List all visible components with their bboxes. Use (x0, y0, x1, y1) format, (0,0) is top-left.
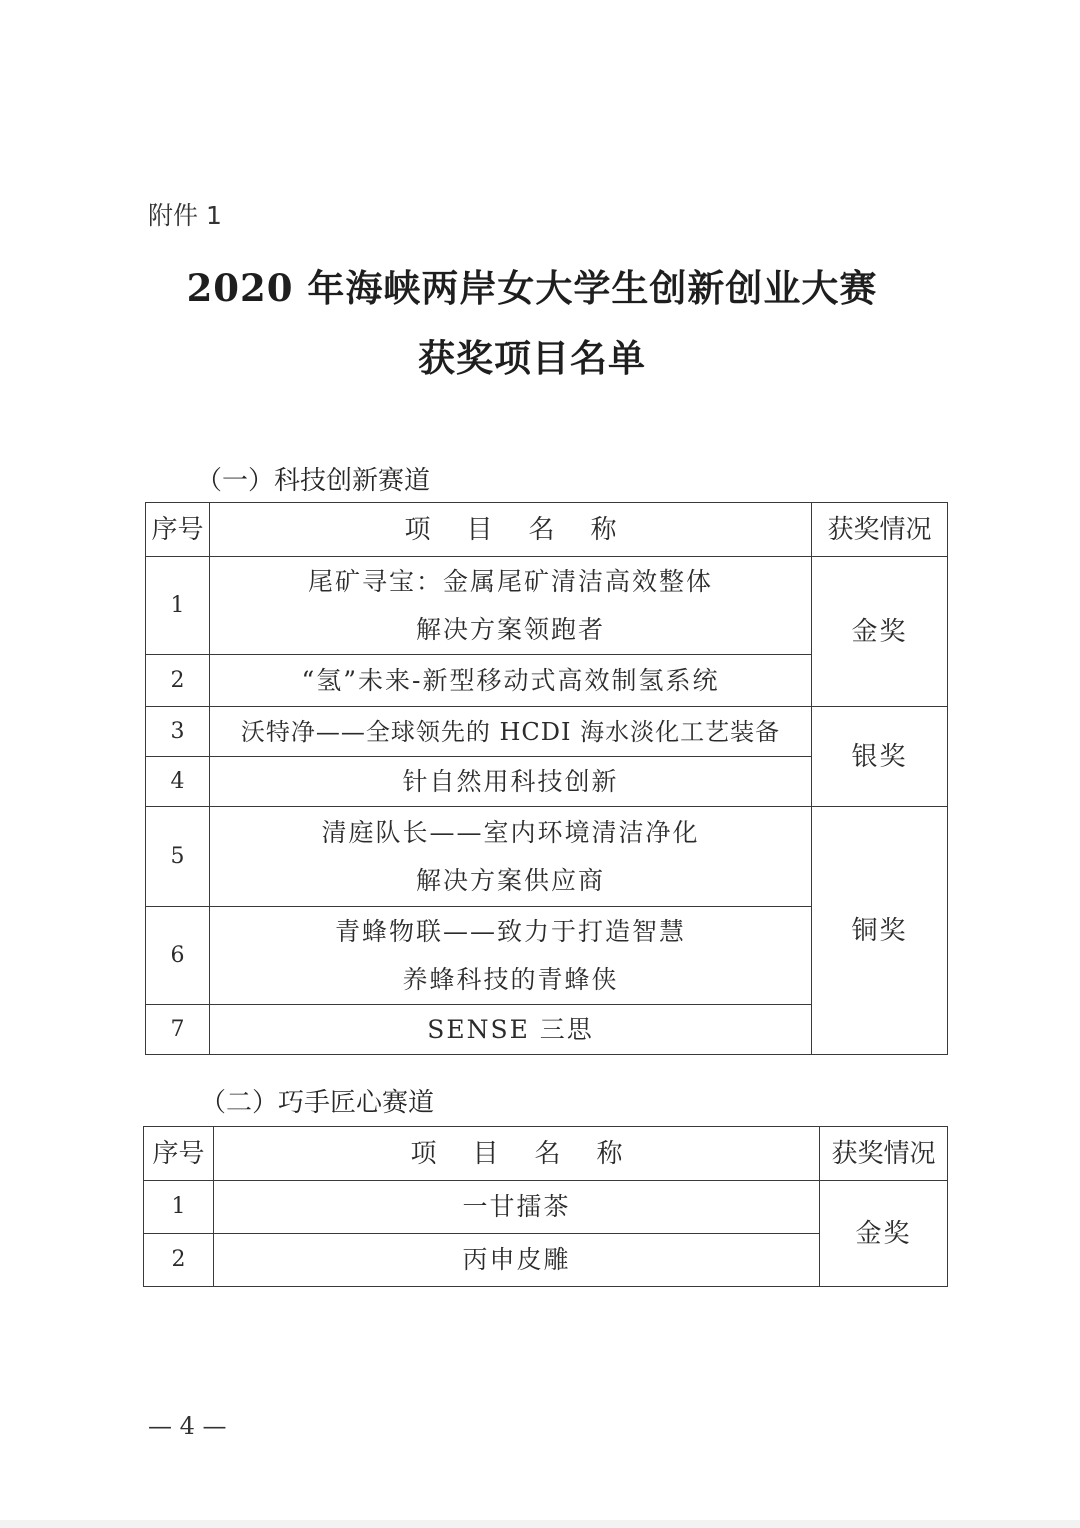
row-name (214, 1234, 820, 1287)
table-row (146, 807, 948, 907)
header-name: 项目名称 (214, 1127, 820, 1181)
table-header-row (146, 503, 948, 557)
row-name-line: 养蜂科技的青蜂侠 (402, 964, 619, 994)
document-title-line2: 获奖项目名单 (418, 336, 646, 380)
award-cell-bronze: 铜奖 (812, 807, 948, 1055)
row-name (210, 707, 812, 757)
header-name: 项目名称 (210, 503, 812, 557)
header-award: 获奖情况 (820, 1127, 948, 1181)
table-header-row (144, 1127, 948, 1181)
row-index: 2 (146, 655, 210, 707)
header-index: 序号 (144, 1127, 214, 1181)
row-name-line: SENSE 三思 (427, 1014, 594, 1044)
row-name-line: 一甘擂茶 (462, 1192, 571, 1221)
row-name-line: 尾矿寻宝：金属尾矿清洁高效整体 (307, 566, 713, 596)
attachment-label: 附件 1 (148, 201, 222, 230)
document-title-line1: 2020 年海峡两岸女大学生创新创业大赛 (186, 266, 878, 310)
row-name (210, 907, 812, 1005)
header-award: 获奖情况 (812, 503, 948, 557)
row-name (210, 1005, 812, 1055)
header-index: 序号 (146, 503, 210, 557)
row-index: 7 (146, 1005, 210, 1055)
row-index: 1 (146, 557, 210, 655)
award-table-tech (145, 502, 948, 1055)
table-row (144, 1181, 948, 1234)
row-name (210, 807, 812, 907)
row-index: 2 (144, 1234, 214, 1287)
row-name-line: 清庭队长——室内环境清洁净化 (321, 817, 700, 847)
page-bottom-edge (0, 1520, 1080, 1528)
row-name (214, 1181, 820, 1234)
row-index: 3 (146, 707, 210, 757)
table-row (146, 557, 948, 655)
row-name-line: 丙申皮雕 (462, 1245, 571, 1274)
row-index: 1 (144, 1181, 214, 1234)
row-name (210, 757, 812, 807)
row-name-line: 解决方案领跑者 (415, 614, 605, 644)
row-name-line: 针自然用科技创新 (402, 766, 619, 796)
row-index: 6 (146, 907, 210, 1005)
row-name-line: 青蜂物联——致力于打造智慧 (334, 916, 686, 946)
row-name-line: 沃特净——全球领先的 HCDI 海水淡化工艺装备 (240, 717, 781, 746)
row-name-line: “氢”未来-新型移动式高效制氢系统 (301, 665, 720, 695)
row-index: 4 (146, 757, 210, 807)
award-table-craft (143, 1126, 948, 1287)
section-heading-craft: （二）巧手匠心赛道 (200, 1088, 435, 1118)
award-cell-gold: 金奖 (812, 557, 948, 707)
table-row (146, 707, 948, 757)
row-index: 5 (146, 807, 210, 907)
row-name (210, 557, 812, 655)
award-cell-silver: 银奖 (812, 707, 948, 807)
row-name (210, 655, 812, 707)
section-heading-tech: （一）科技创新赛道 (196, 466, 431, 496)
page-number: — 4 — (148, 1412, 227, 1440)
award-cell-gold: 金奖 (820, 1181, 948, 1287)
row-name-line: 解决方案供应商 (415, 865, 605, 895)
